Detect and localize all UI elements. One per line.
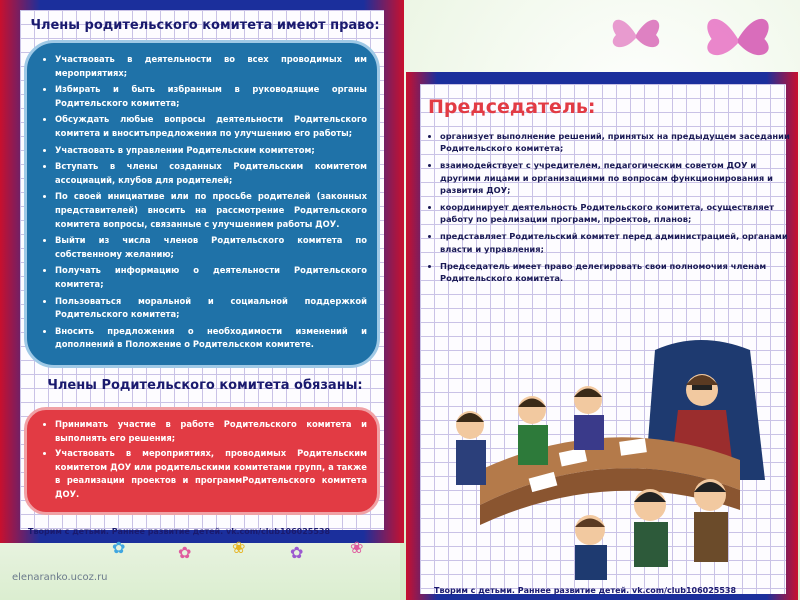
list-item: • Участвовать в мероприятиях, проводимых Родительским комитетом ДОУ или родительскими комитетами групп, а также в реализации проектов и программРодительского комитета ДОУ.	[55, 447, 367, 501]
list-item: • Председатель имеет право делегировать свои полномочия членам Родительского комитета.	[440, 260, 790, 284]
flower-icon: ✿	[178, 543, 192, 562]
butterfly-icon	[698, 6, 778, 72]
list-item: • Участвовать в управлении Родительским комитетом;	[55, 144, 367, 158]
background-bottom	[0, 535, 400, 600]
list-item: • Вносить предложения о необходимости изменений и дополнений в Положение о Родительском комитете.	[55, 325, 367, 352]
flower-icon: ✿	[112, 538, 126, 557]
list-item: • Получать информацию о деятельности Родительского комитета;	[55, 264, 367, 291]
duties-list	[43, 418, 367, 502]
list-item: • представляет Родительский комитет перед администрацией, органами власти и управления;	[440, 230, 790, 254]
meeting-illustration	[440, 330, 780, 580]
list-item: • Принимать участие в работе Родительского комитета и выполнять его решения;	[55, 418, 367, 445]
list-item: • Пользоваться моральной и социальной поддержкой Родительского комитета;	[55, 295, 367, 322]
rights-heading: Члены родительского комитета имеют право:	[30, 18, 380, 33]
list-item: • Вступать в члены созданных Родительским комитетом ассоциаций, клубов для родителей;	[55, 160, 367, 187]
rights-list	[43, 53, 367, 352]
list-item: • координирует деятельность Родительского комитета, осуществляет работу по реализации программ, проектов, планов;	[440, 201, 790, 225]
flower-icon: ✿	[290, 543, 304, 562]
list-item: • Участвовать в деятельности во всех проводимых им мероприятиях;	[55, 53, 367, 80]
list-item: • Выйти из числа членов Родительского комитета по собственному желанию;	[55, 234, 367, 261]
list-item: • взаимодействует с учредителем, педагогическим советом ДОУ и другими лицами и организациями по вопросам функционирования и развития ДОУ;	[440, 159, 790, 196]
duties-box	[24, 407, 380, 515]
list-item: • Избирать и быть избранным в руководящие органы Родительского комитета;	[55, 83, 367, 110]
chairman-list	[428, 130, 790, 289]
left-footer: Творим с детьми. Раннее развитие детей. vk.com/club106025538	[28, 527, 331, 536]
butterfly-icon	[606, 10, 666, 60]
flower-icon: ❀	[232, 538, 246, 557]
list-item: • организует выполнение решений, принятых на предыдущем заседании Родительского комитета;	[440, 130, 790, 154]
list-item: • Обсуждать любые вопросы деятельности Родительского комитета и вноситьпредложения по улучшению его работы;	[55, 113, 367, 140]
site-label: elenaranko.ucoz.ru	[12, 572, 108, 583]
right-footer: Творим с детьми. Раннее развитие детей. vk.com/club106025538	[434, 586, 737, 595]
rights-box	[24, 40, 380, 368]
flower-icon: ❀	[350, 538, 364, 557]
duties-heading: Члены Родительского комитета обязаны:	[47, 378, 363, 393]
chairman-heading: Председатель:	[428, 96, 596, 118]
list-item: • По своей инициативе или по просьбе родителей (законных представителей) вносить на рассмотрение Родительского комитета вопросы, связанные с улучшением работы ДОУ.	[55, 190, 367, 231]
